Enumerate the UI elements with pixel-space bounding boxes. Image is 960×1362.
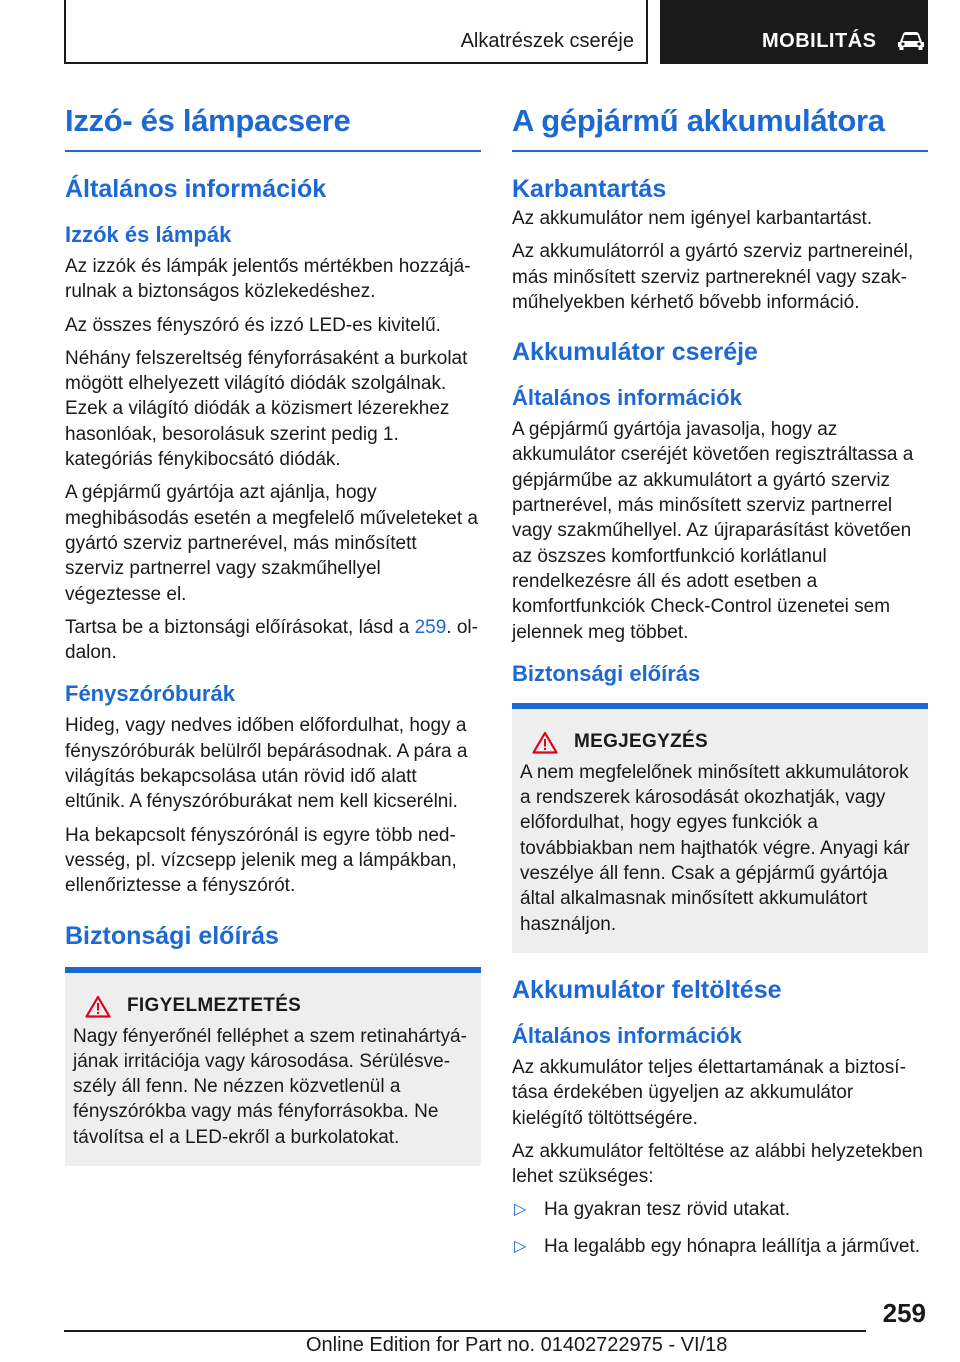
warning-triangle-icon [85, 995, 111, 1018]
car-icon [896, 30, 926, 50]
heading-lamp-replacement: Izzó- és lámpacsere [65, 100, 481, 152]
heading-vehicle-battery: A gépjármű akkumulátora [512, 100, 928, 152]
paragraph: Az összes fényszóró és izzó LED-es kivitelű. [65, 314, 441, 336]
heading-bulbs-and-lamps: Izzók és lámpák [65, 222, 232, 247]
note-text: A nem megfelelőnek minősített akkumulátorok a rendszerek károsodását okozhatják, vagy előfordulhat, hogy egyes funkciók a továbbiakban nem hajthatók végre. Anyagi kár veszélye áll fenn. Csak a gépjármű gyártója által alkalmasnak minősített akkumulátort használjon. [520, 761, 910, 935]
heading-general-info: Általános információk [512, 1022, 742, 1048]
paragraph: Az akkumulátor feltöltése az alábbi helyzetekben lehet szükséges: [512, 1140, 923, 1188]
paragraph: A gépjármű gyártója azt ajánlja, hogy meghibásodás esetén a megfelelő műveleteket a gyártó szerviz partnerével, más minősített szerviz partnerrel vagy szakműhellyel végeztesse el. [65, 482, 478, 605]
note-title: MEGJEGYZÉS [574, 731, 708, 753]
left-column [65, 100, 481, 1166]
paragraph: Hideg, vagy nedves időben előfordulhat, hogy a fényszóróburák belülről bepárásodnak. A pára a világítás bekapcsolása után rövid idő alatt eltűnik. A fényszóróburákat nem kell kicserélni. [65, 715, 468, 813]
heading-general-info: Általános információk [512, 385, 742, 411]
heading-headlight-covers: Fényszóróburák [65, 681, 235, 707]
paragraph: A gépjármű gyártója javasolja, hogy az akkumulátor cseréjét követően regisztráltassa a gépjárműbe az akkumulátort a gyártó szerviz partnerével, más minősített szerviz partnerrel vagy szakműhellyel. Az újraparásítást követően az öszszes komfortfunkció korlátlanul rendelkezésre áll és adott esetben a komfortfunkciók Check-Control üzenetei sem jelennek meg többet. [512, 419, 914, 643]
warning-box [65, 967, 481, 1166]
list-item [512, 1197, 928, 1222]
paragraph-text: Tartsa be a biztonsági előírásokat, lásd a [65, 616, 415, 638]
note-box [512, 703, 928, 953]
charging-situations-list [512, 1197, 928, 1259]
paragraph: Ha bekapcsolt fényszórónál is egyre több nedvesség, pl. vízcsepp jelenik meg a lámpákban, ellenőriztesse a fényszórót. [65, 824, 457, 897]
heading-battery-replacement: Akkumulátor cseréje [512, 338, 758, 367]
list-item [512, 1234, 928, 1259]
chapter-title: Alkatrészek cseréje [460, 30, 634, 52]
paragraph: Az akkumulátorról a gyártó szerviz partnereinél, más minősített szerviz partnereknél vagy szakműhelyekben kérhető bővebb információ. [512, 241, 914, 313]
heading-maintenance: Karbantartás [512, 175, 667, 203]
right-column [512, 100, 928, 1271]
warning-title: FIGYELMEZTETÉS [127, 995, 302, 1017]
paragraph-text: . oldalon. [65, 616, 478, 664]
footer-divider [64, 1330, 866, 1332]
triangle-bullet-icon: ▷ [514, 1201, 527, 1219]
list-item-text: Ha gyakran tesz rövid utakat. [544, 1199, 791, 1221]
footer-edition: Online Edition for Part no. 01402722975 - VI/18 [306, 1334, 728, 1356]
heading-battery-charging: Akkumulátor feltöltése [512, 975, 782, 1004]
header-section-box [660, 0, 928, 64]
section-title: MOBILITÁS [762, 30, 877, 52]
page-reference-link[interactable]: 259 [414, 616, 447, 638]
paragraph: Az akkumulátor teljes élettartamának a biztosítása érdekében ügyeljen az akkumulátor kielégítő töltöttségére. [512, 1056, 906, 1129]
paragraph: Az akkumulátor nem igényel karbantartást. [512, 208, 873, 229]
header-chapter-box [64, 0, 648, 64]
paragraph: Az izzók és lámpák jelentős mértékben hozzájárulnak a biztonságos közlekedéshez. [65, 256, 471, 303]
paragraph-with-reference [65, 615, 481, 666]
list-item-text: Ha legalább egy hónapra leállítja a járművet. [544, 1236, 921, 1258]
warning-text: Nagy fényerőnél felléphet a szem retinahártyájának irritációja vagy károsodása. Sérülésveszély áll fenn. Ne nézzen közvetlenül a fényszórókba vagy más fényforrásokba. Ne távolítsa el a LED-ekről a burkolatokat. [73, 1025, 467, 1148]
triangle-bullet-icon: ▷ [514, 1238, 527, 1256]
heading-safety: Biztonsági előírás [65, 921, 279, 950]
warning-triangle-icon [532, 731, 558, 754]
page-number: 259 [882, 1298, 926, 1328]
heading-general-info: Általános információk [65, 175, 327, 203]
heading-safety: Biztonsági előírás [512, 660, 701, 686]
paragraph: Néhány felszereltség fényforrásaként a burkolat mögött elhelyezett világító diódák szolgálnak. Ezek a világító diódák a közismert lézerekhez hasonlóak, besorolásuk szerint pedig 1. kategóriás fénykibocsátó diódák. [65, 347, 468, 471]
